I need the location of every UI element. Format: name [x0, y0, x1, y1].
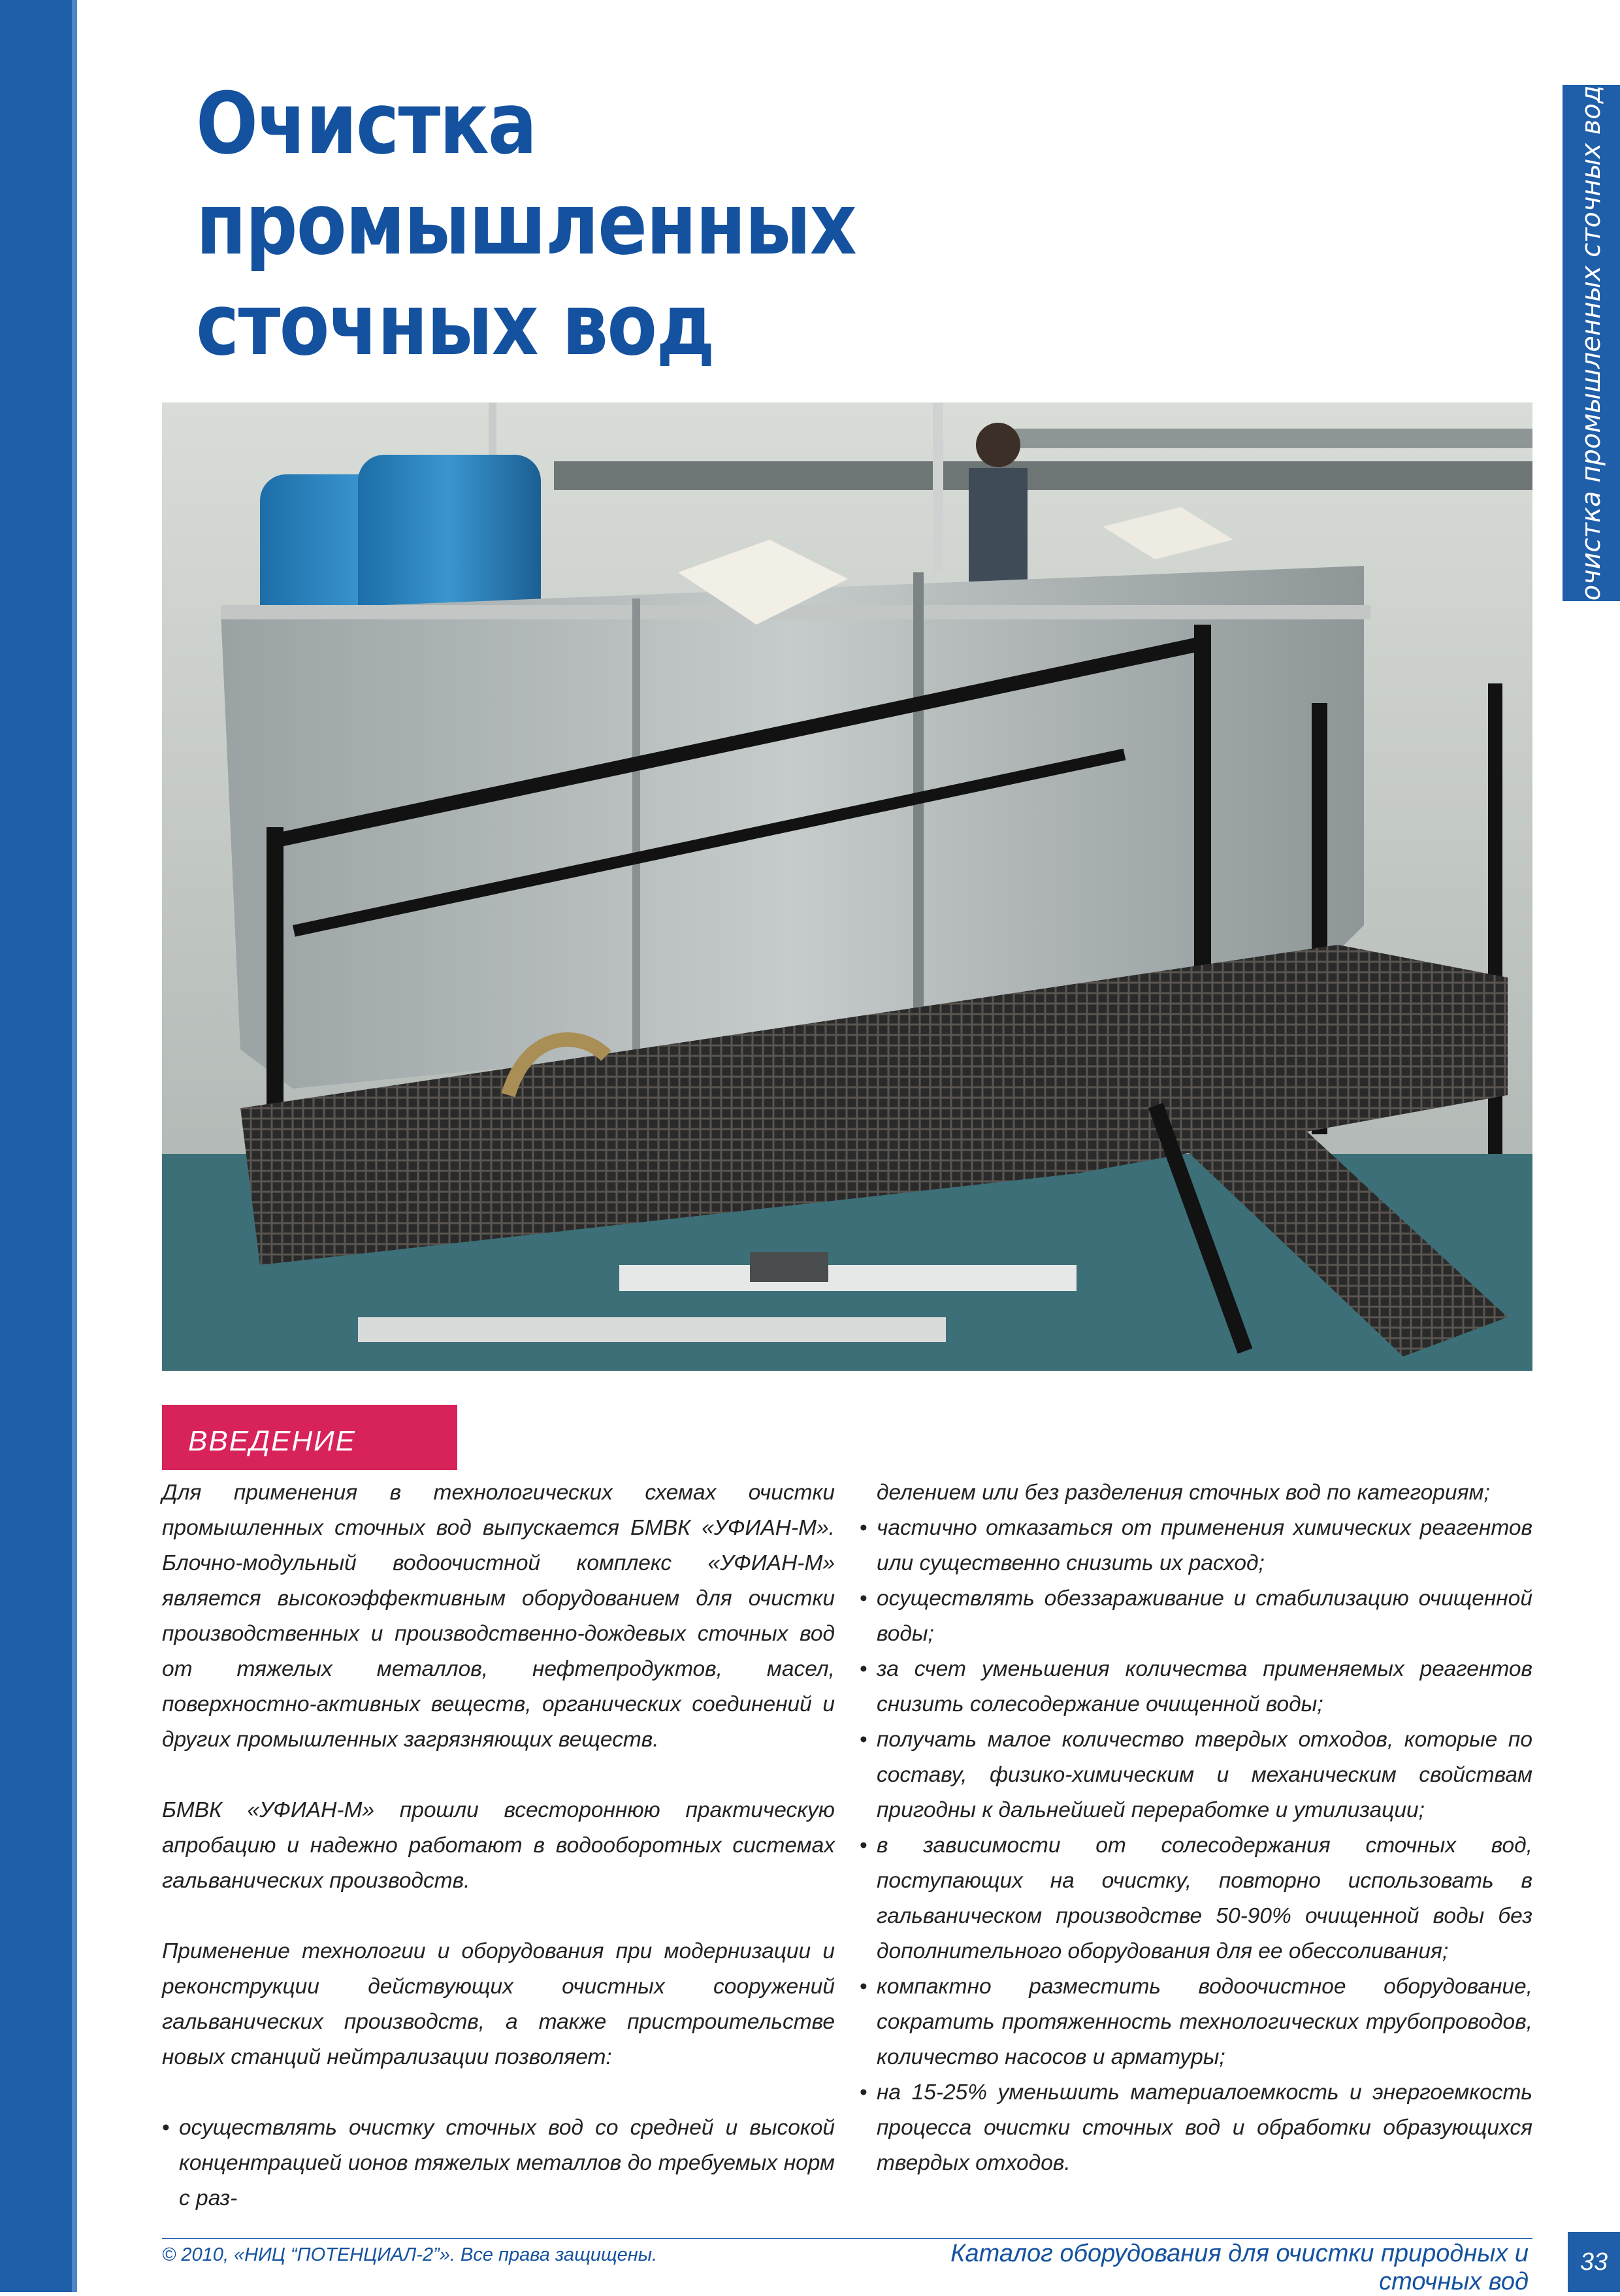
list-item: • частично отказаться от применения химических реагентов или существенно снизить их расход;	[860, 1511, 1532, 1581]
list-item-continuation: делением или без разделения сточных вод по категориям;	[877, 1481, 1490, 1505]
list-item: • осуществлять обеззараживание и стабилизацию очищенной воды;	[860, 1581, 1532, 1652]
side-section-tab	[1563, 85, 1620, 601]
equipment-photo	[162, 402, 1532, 1371]
title-line-3: сточных вод	[196, 275, 714, 374]
footer-divider	[162, 2238, 1532, 2239]
list-item: • за счет уменьшения количества применяемых реагентов снизить солесодержание очищенной воды;	[860, 1652, 1532, 1722]
intro-paragraph-1: Для применения в технологических схемах очистки промышленных сточных вод выпускается БМВК «УФИАН-М». Блочно-модульный водоочистной комплекс «УФИАН-М» является высокоэффективным оборудованием для очистки производственных и производственно-дождевых сточных вод от тяжелых металлов, нефтепродуктов, масел, поверхностно-активных веществ, органических соединений и других промышленных загрязняющих веществ.	[162, 1481, 835, 1752]
title-line-1: Очистка	[196, 74, 536, 173]
side-tab-label: очистка промышленных сточных вод	[1576, 85, 1606, 601]
benefits-list	[860, 1511, 1532, 2181]
list-item: • получать малое количество твердых отходов, которые по составу, физико-химическим и механическим свойствам пригодны к дальнейшей переработке и утилизации;	[860, 1722, 1532, 1828]
list-item: • на 15-25% уменьшить материалоемкость и энергоемкость процесса очистки сточных вод и обработки образующихся твердых отходов.	[860, 2075, 1532, 2181]
list-item: • компактно разместить водоочистное оборудование, сократить протяженность технологических трубопроводов, количество насосов и арматуры;	[860, 1969, 1532, 2075]
right-text-column	[860, 1475, 1532, 2181]
benefits-list-start	[162, 2110, 835, 2216]
footer-catalog-title: Каталог оборудования для очистки природных и сточных вод	[950, 2240, 1529, 2295]
intro-paragraph-3: Применение технологии и оборудования при модернизации и реконструкции действующих очистных сооружений гальванических производств, а также пристроительстве новых станций нейтрализации позволяет:	[162, 1939, 835, 2069]
left-text-column	[162, 1475, 835, 2216]
section-label-intro: ВВЕДЕНИЕ	[162, 1405, 457, 1470]
page-number: 33	[1568, 2232, 1620, 2292]
footer-copyright: © 2010, «НИЦ “ПОТЕНЦИАЛ-2”». Все права защищены.	[162, 2244, 658, 2265]
left-decor-stripe	[0, 0, 77, 2292]
title-line-2: промышленных	[196, 174, 856, 274]
page-title	[196, 73, 1039, 375]
list-item: • в зависимости от солесодержания сточных вод, поступающих на очистку, повторно использовать в гальваническом производстве 50-90% очищенной воды без дополнительного оборудования для ее обессоливания;	[860, 1828, 1532, 1969]
intro-paragraph-2: БМВК «УФИАН-М» прошли всестороннюю практическую апробацию и надежно работают в водооборотных системах гальванических производств.	[162, 1798, 835, 1893]
industrial-water-treatment-photo-icon	[162, 402, 1532, 1371]
list-item: • осуществлять очистку сточных вод со средней и высокой концентрацией ионов тяжелых металлов до требуемых норм с раз-	[162, 2110, 835, 2216]
